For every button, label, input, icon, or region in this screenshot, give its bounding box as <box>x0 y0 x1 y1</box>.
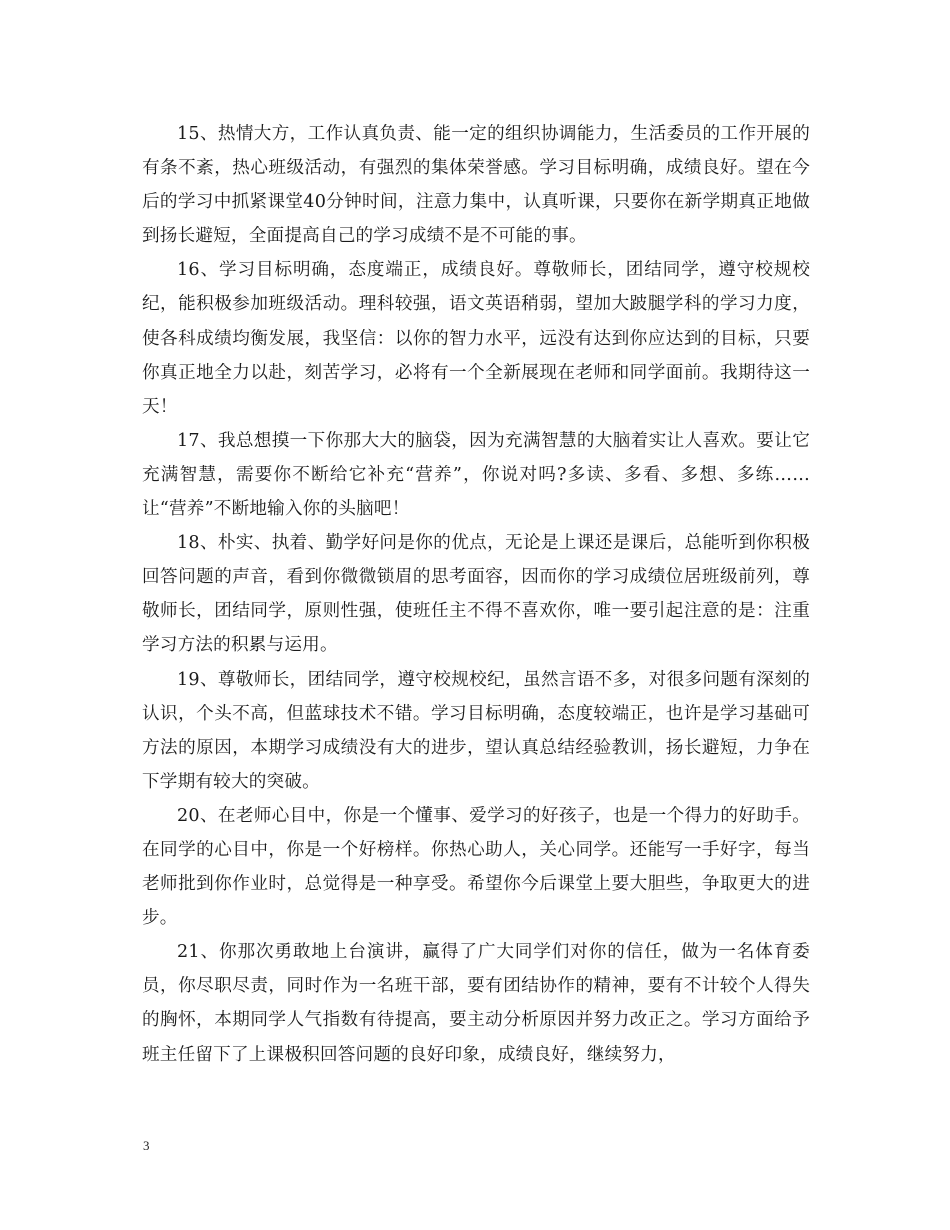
paragraph-15: 15、热情大方，工作认真负责、能一定的组织协调能力，生活委员的工作开展的有条不紊，热心班级活动，有强烈的集体荣誉感。学习目标明确，成绩良好。望在今后的学习中抓紧课堂40分钟时间，注意力集中，认真听课，只要你在新学期真正地做到扬长避短，全面提高自己的学习成绩不是不可能的事。 <box>142 124 810 247</box>
paragraph-17: 17、我总想摸一下你那大大的脑袋，因为充满智慧的大脑着实让人喜欢。要让它充满智慧，需要你不断给它补充“营养”，你说对吗?多读、多看、多想、多练……让“营养”不断地输入你的头脑吧！ <box>142 430 810 520</box>
paragraph-21: 21、你那次勇敢地上台演讲，赢得了广大同学们对你的信任，做为一名体育委员，你尽职尽责，同时作为一名班干部，要有团结协作的精神，要有不计较个人得失的胸怀，本期同学人气指数有待提高，要主动分析原因并努力改正之。学习方面给予班主任留下了上课极积回答问题的良好印象，成绩良好，继续努力， <box>142 942 810 1065</box>
paragraph-19: 19、尊敬师长，团结同学，遵守校规校纪，虽然言语不多，对很多问题有深刻的认识，个头不高，但蓝球技术不错。学习目标明确，态度较端正，也许是学习基础可方法的原因，本期学习成绩没有大的进步，望认真总结经验教训，扬长避短，力争在下学期有较大的突破。 <box>142 669 810 792</box>
page-number: 3 <box>143 1138 150 1153</box>
paragraph-20: 20、在老师心目中，你是一个懂事、爱学习的好孩子，也是一个得力的好助手。在同学的心目中，你是一个好榜样。你热心助人，关心同学。还能写一手好字，每当老师批到你作业时，总觉得是一种享受。希望你今后课堂上要大胆些，争取更大的进步。 <box>142 805 810 929</box>
paragraph-16: 16、学习目标明确，态度端正，成绩良好。尊敬师长，团结同学，遵守校规校纪，能积极参加班级活动。理科较强，语文英语稍弱，望加大跛腿学科的学习力度，使各科成绩均衡发展，我坚信：以你的智力水平，远没有达到你应达到的目标，只要你真正地全力以赴，刻苦学习，必将有一个全新展现在老师和同学面前。我期待这一天！ <box>142 260 810 417</box>
paragraph-18: 18、朴实、执着、勤学好问是你的优点，无论是上课还是课后，总能听到你积极回答问题的声音，看到你微微锁眉的思考面容，因而你的学习成绩位居班级前列，尊敬师长，团结同学，原则性强，使班任主不得不喜欢你，唯一要引起注意的是：注重学习方法的积累与运用。 <box>142 533 810 656</box>
document-body <box>142 117 810 1072</box>
